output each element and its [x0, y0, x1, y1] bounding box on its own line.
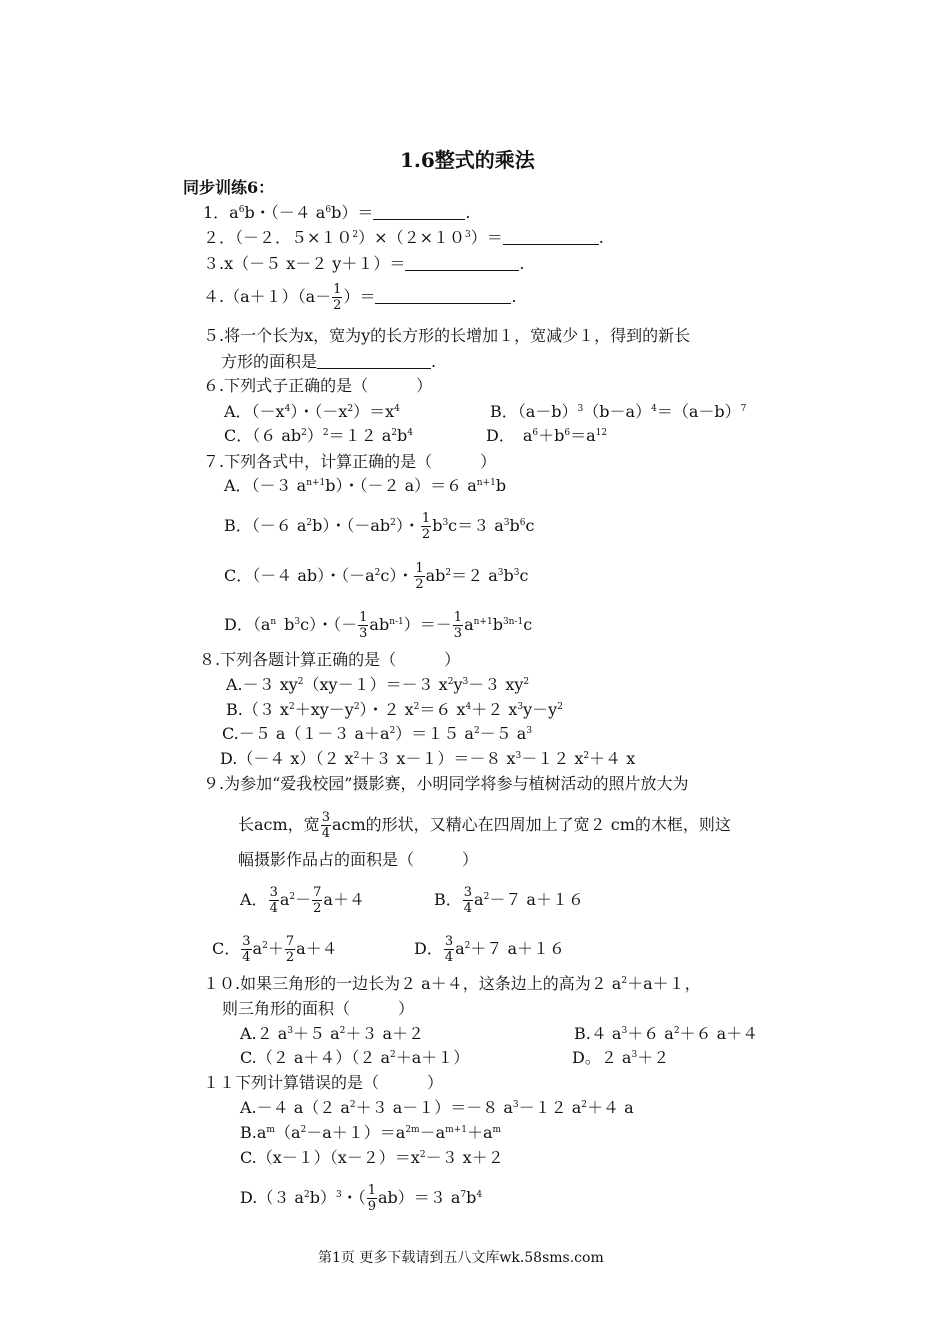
- fraction: $\frac{3}{4}$: [269, 885, 278, 916]
- option-8a: A.－３ $xy^2(xy-1)=-3$ $x^2y^3-3$ $xy^2$: [226, 675, 530, 694]
- option-7d: D．（$a^n$ $b^3c$）・（－ $\frac{1}{3}$ $ab^{n-1})=-$ $\frac{1}{3}$ $a^{n+1}b^{3n-1}c$: [224, 610, 533, 641]
- option-10d: D。２ $a^3+2$: [572, 1048, 670, 1067]
- section-heading: 同步训练6：: [183, 178, 275, 197]
- answer-blank: [503, 230, 599, 245]
- option-11c: $C.(x-1)(x-2)=x^2-3$ x＋２: [240, 1148, 504, 1167]
- option-9d: D． $\frac{3}{4}$ $a^2+7$ a＋１６: [414, 934, 566, 965]
- fraction: $\frac{1}{2}$: [333, 282, 342, 313]
- option-6a: A．$(-x^4)$・$(-x^2)=x^4$: [224, 402, 400, 421]
- answer-blank: [373, 205, 465, 220]
- fraction: $\frac{7}{2}$: [285, 934, 295, 965]
- question-10-line-2: 则三角形的面积（ ）: [222, 999, 415, 1018]
- option-8d: D.（－４ x）（２ $x^2+3$ x－１）＝－８ $x^3-12$ $x^2+4$ x: [220, 749, 636, 768]
- option-10a: A.２ $a^3+5$ $a^2+3$ a＋２: [240, 1024, 425, 1043]
- option-9a: A． $\frac{3}{4}$ $a^2-$ $\frac{7}{2}$ a＋４: [240, 885, 365, 916]
- question-7-stem: ７.下列各式中，计算正确的是（ ）: [203, 452, 497, 471]
- page-footer: 第1页 更多下载请到五八文库wk.58sms.com: [318, 1250, 604, 1266]
- question-4: ４.（a＋１）（a－ $\frac{1}{2}$ ）＝ .: [203, 282, 517, 313]
- option-7a: A．（－３ $a^{n+1}b$）・（－２ a）＝６ $a^{n+1}b$: [224, 476, 507, 495]
- fraction: $\frac{3}{4}$: [444, 934, 454, 965]
- option-11d: D.（３ $a^2b)^3$・（ $\frac{1}{9}$ ab）＝３ $a^7b^4$: [240, 1183, 483, 1214]
- fraction: $\frac{3}{4}$: [242, 934, 251, 965]
- fraction: $\frac{1}{3}$: [359, 610, 368, 641]
- option-11a: A.－４ a（２ $a^2+3$ a－１）＝－８ $a^3-12$ $a^2+4$ a: [240, 1098, 634, 1117]
- question-9-line-2: 长acm，宽 $\frac{3}{4}$ acm的形状，又精心在四周加上了宽２ cm的木框，则这: [238, 810, 731, 841]
- option-9b: B． $\frac{3}{4}$ $a^2-7$ a＋１６: [434, 885, 584, 916]
- option-10b: B.４ $a^3+6$ $a^2+6$ a＋４: [574, 1024, 759, 1043]
- option-8c: C.－５ a（１－３ $a+a^2)=15$ $a^2-5$ $a^3$: [222, 724, 533, 743]
- question-1: 1．$a^6b$・（－４ $a^6b)=$ .: [203, 203, 471, 222]
- option-7b: B．（－６ $a^2b$）・$(-ab^2)$・ $\frac{1}{2}$ $b^3c=3$ $a^3b^6c$: [224, 511, 535, 542]
- option-6d: D． $a^6+b^6=a^{12}$: [486, 426, 608, 445]
- question-11-stem: １１下列计算错误的是（ ）: [203, 1073, 444, 1092]
- question-9-line-3: 幅摄影作品占的面积是（ ）: [238, 850, 479, 869]
- question-5-line-2: 方形的面积是 .: [221, 352, 437, 371]
- fraction: $\frac{1}{3}$: [453, 610, 463, 641]
- page-title: 1.6整式的乘法: [400, 148, 535, 172]
- fraction: $\frac{3}{4}$: [321, 810, 330, 841]
- option-7c: C．（－４ ab）・$(-a^2c)$・ $\frac{1}{2}$ $ab^2=2$ $a^3b^3c$: [224, 561, 529, 592]
- option-6b: B．$(a-b)^3(b-a)^4=(a-b)^7$: [490, 402, 747, 421]
- question-2: ２．（－２．$5\times 10^2)\times(2\times 10^3)=$ .: [203, 228, 604, 247]
- option-8b: B.（３ $x^2+xy-y^2$）・２ $x^2=6$ $x^4+2$ $x^3y-y^2$: [226, 700, 563, 719]
- option-10c: C.（２ a＋４）（２ $a^2+a+1$）: [240, 1048, 470, 1067]
- question-8-stem: ８.下列各题计算正确的是（ ）: [199, 650, 461, 669]
- fraction: $\frac{3}{4}$: [463, 885, 473, 916]
- answer-blank: [375, 289, 511, 304]
- fraction: $\frac{1}{2}$: [421, 511, 431, 542]
- fraction: $\frac{7}{2}$: [313, 885, 322, 916]
- answer-blank: [405, 256, 519, 271]
- option-6c: C．（６ $ab^2)^2=12$ $a^2b^4$: [224, 426, 413, 445]
- question-9-line-1: ９.为参加“爱我校园”摄影赛，小明同学将参与植树活动的照片放大为: [203, 774, 689, 793]
- option-9c: C． $\frac{3}{4}$ $a^2+$ $\frac{7}{2}$ a＋４: [212, 934, 338, 965]
- fraction: $\frac{1}{9}$: [367, 1183, 376, 1214]
- option-11b: $B.a^m(a^2-a+1)=a^{2m}-a^{m+1}+a^m$: [240, 1123, 502, 1142]
- question-3: ３.x（－５ x－２ y＋１）＝ .: [203, 254, 525, 273]
- fraction: $\frac{1}{2}$: [415, 561, 424, 592]
- question-10-line-1: １０.如果三角形的一边长为２ a＋４，这条边上的高为２ $a^2+a+1$，: [203, 974, 701, 993]
- answer-blank: [317, 354, 431, 369]
- question-5-line-1: ５.将一个长为x，宽为y的长方形的长增加１，宽减少１，得到的新长: [203, 326, 691, 345]
- question-6-stem: ６.下列式子正确的是（ ）: [203, 376, 433, 395]
